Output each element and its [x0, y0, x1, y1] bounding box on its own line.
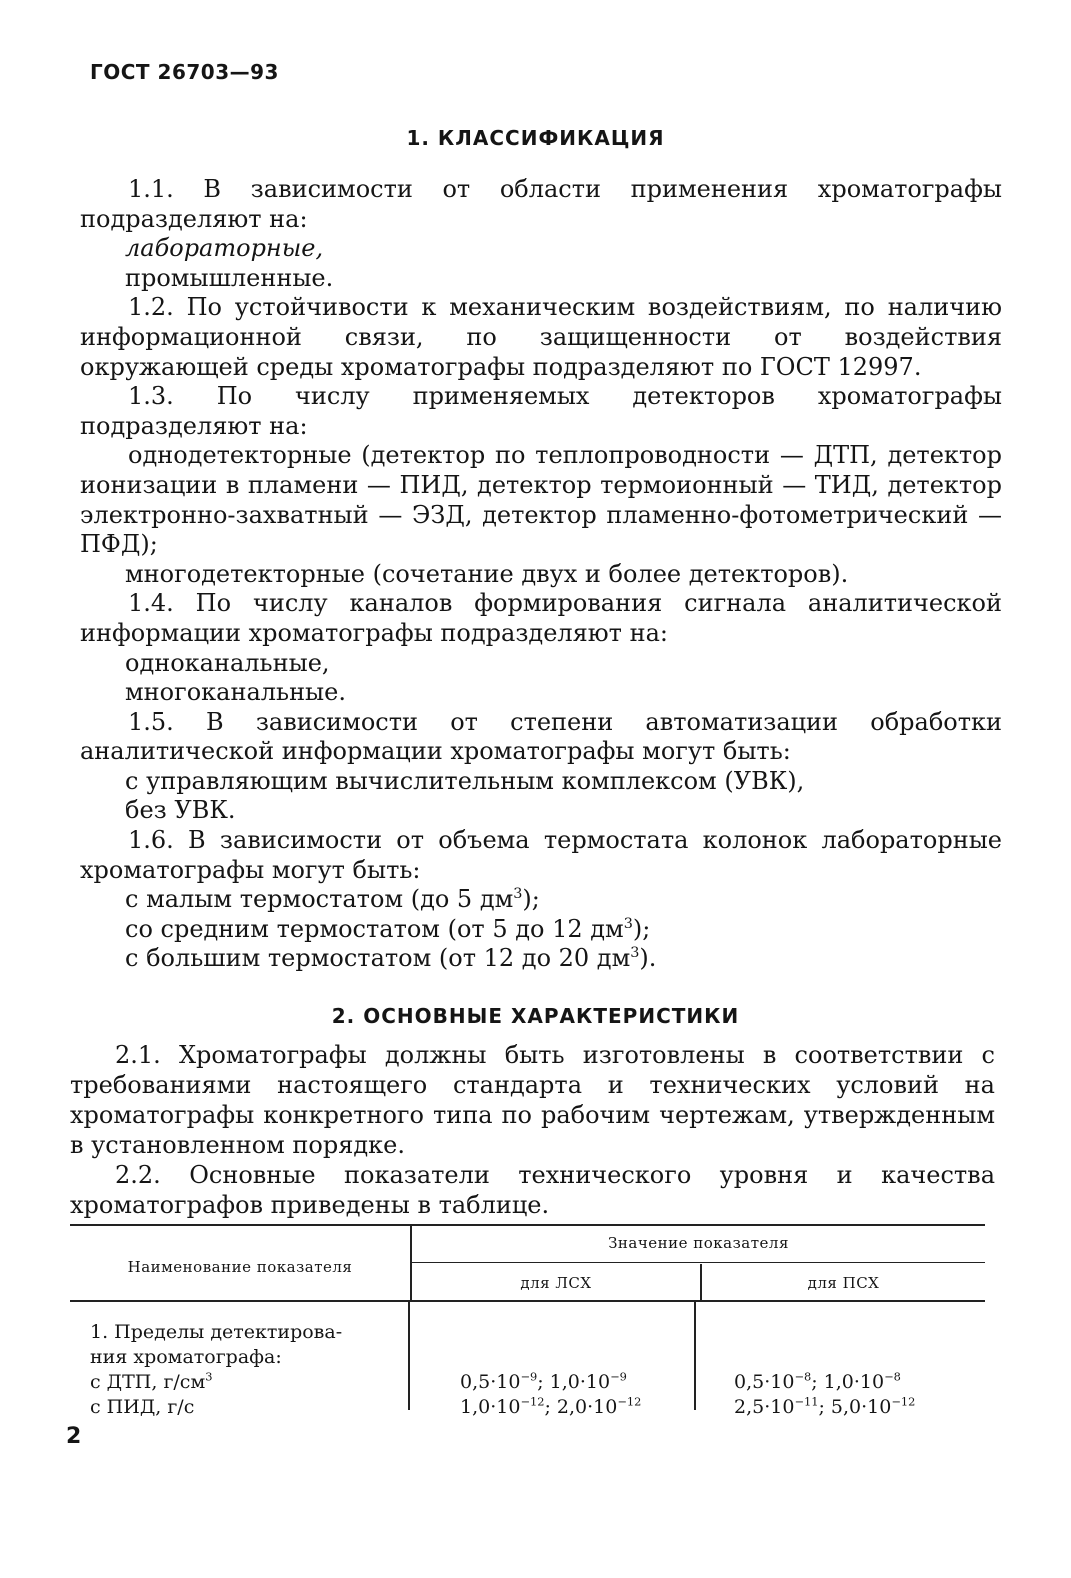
- section-title-classification: 1. КЛАССИФИКАЦИЯ: [406, 126, 665, 150]
- list-item: без УВК.: [125, 796, 236, 825]
- table-row-label: [90, 1320, 342, 1420]
- clause-1-3: 1.3. По числу применяемых детекторов хроматографы подразделяют на:: [80, 382, 1002, 440]
- list-item-text: с большим термостатом (от 12 до 20 дм: [125, 944, 631, 973]
- clause-1-6: 1.6. В зависимости от объема термостата колонок лабораторные хроматографы могут быть:: [80, 826, 1002, 884]
- clause-2-2: 2.2. Основные показатели технического уровня и качества хроматографов приведены в таблице.: [70, 1161, 995, 1219]
- exponent: −12: [520, 1394, 545, 1409]
- list-item: многодетекторные (сочетание двух и более детекторов).: [125, 559, 849, 588]
- column-header-value: Значение показателя: [608, 1234, 789, 1252]
- table-subheader-rule: [412, 1262, 985, 1263]
- cell-value-line: [734, 1395, 915, 1420]
- unit-exponent: 3: [205, 1369, 213, 1384]
- value: ; 2,0·10: [544, 1396, 618, 1418]
- value: 1,0·10: [460, 1396, 521, 1418]
- clause-1-4: 1.4. По числу каналов формирования сигнала аналитической информации хроматографы подразделяют на:: [80, 589, 1002, 647]
- unit-exponent: 3: [630, 945, 640, 962]
- indicators-table: [70, 1224, 985, 1418]
- exponent: −9: [610, 1369, 627, 1384]
- column-header-name: Наименование показателя: [127, 1258, 353, 1276]
- table-vertical-rule: [408, 1302, 410, 1410]
- list-item: [80, 915, 1002, 945]
- row-label-dtp: с ДТП, г/см: [90, 1371, 206, 1393]
- column-header-psx: для ПСХ: [807, 1274, 880, 1292]
- document-id: ГОСТ 26703—93: [90, 60, 279, 84]
- value: 0,5·10: [460, 1371, 521, 1393]
- exponent: −12: [617, 1394, 642, 1409]
- list-item: [80, 885, 1002, 915]
- clause-2-1: 2.1. Хроматографы должны быть изготовлены в соответствии с требованиями настоящего стандарта и технических условий на хроматографы конкретного типа по рабочим чертежам, утвержденным в установленном порядке.: [70, 1041, 995, 1159]
- list-item: одноканальные,: [125, 648, 330, 677]
- clause-1-2: 1.2. По устойчивости к механическим воздействиям, по наличию информационной связи, по защищенности от воздействия окружающей среды хроматографы подразделяют по ГОСТ 12997.: [80, 293, 1002, 381]
- section-title-characteristics: 2. ОСНОВНЫЕ ХАРАКТЕРИСТИКИ: [331, 1004, 740, 1028]
- exponent: −9: [520, 1369, 538, 1384]
- value: 2,5·10: [734, 1396, 795, 1418]
- exponent: −8: [794, 1369, 812, 1384]
- list-item-text: с малым термостатом (до 5 дм: [125, 885, 514, 914]
- list-item-end: ).: [639, 944, 657, 973]
- clause-1-5: 1.5. В зависимости от степени автоматизации обработки аналитической информации хроматографы могут быть:: [80, 707, 1002, 766]
- list-item-end: );: [632, 914, 651, 943]
- cell-value-line: [460, 1395, 641, 1420]
- row-label-line: 1. Пределы детектирова-: [90, 1321, 343, 1343]
- value: ; 5,0·10: [818, 1396, 892, 1418]
- exponent: −12: [891, 1394, 916, 1409]
- value: ; 1,0·10: [537, 1371, 611, 1393]
- list-item-end: );: [522, 885, 540, 914]
- list-item: с управляющим вычислительным комплексом (УВК),: [125, 766, 805, 795]
- cell-value-line: [460, 1370, 641, 1395]
- list-item: многоканальные.: [125, 678, 346, 707]
- row-label-line: ния хроматографа:: [90, 1346, 282, 1368]
- unit-exponent: 3: [513, 886, 523, 903]
- section-body-characteristics: [70, 1040, 995, 1220]
- exponent: −11: [794, 1394, 819, 1409]
- section-body-classification: [80, 175, 1002, 974]
- list-item-text: со средним термостатом (от 5 до 12 дм: [125, 914, 624, 943]
- column-header-lsx: для ЛСХ: [520, 1274, 592, 1292]
- table-cell-lsx: [460, 1370, 641, 1420]
- list-item: [80, 944, 1002, 974]
- clause-1-1: 1.1. В зависимости от области применения хроматографы подразделяют на:: [80, 175, 1002, 233]
- table-header-rule: [70, 1300, 985, 1302]
- exponent: −8: [884, 1369, 901, 1384]
- list-item: однодетекторные (детектор по теплопроводности — ДТП, детектор ионизации в пламени — ПИД, детектор термоионный — ТИД, детектор электронно-захватный — ЭЗД, детектор пламенно-фотометрический — ПФД);: [80, 441, 1002, 559]
- value: 0,5·10: [734, 1371, 795, 1393]
- unit-exponent: 3: [623, 915, 633, 932]
- value: ; 1,0·10: [811, 1371, 885, 1393]
- cell-value-line: [734, 1370, 915, 1395]
- row-label-line: [90, 1370, 342, 1395]
- list-item: лабораторные,: [125, 234, 324, 263]
- list-item: промышленные.: [125, 263, 334, 292]
- table-vertical-rule: [694, 1302, 696, 1410]
- row-label-pid: с ПИД, г/с: [90, 1396, 195, 1418]
- table-cell-psx: [734, 1370, 915, 1420]
- page-number: 2: [66, 1424, 82, 1449]
- table-top-rule: [70, 1224, 985, 1226]
